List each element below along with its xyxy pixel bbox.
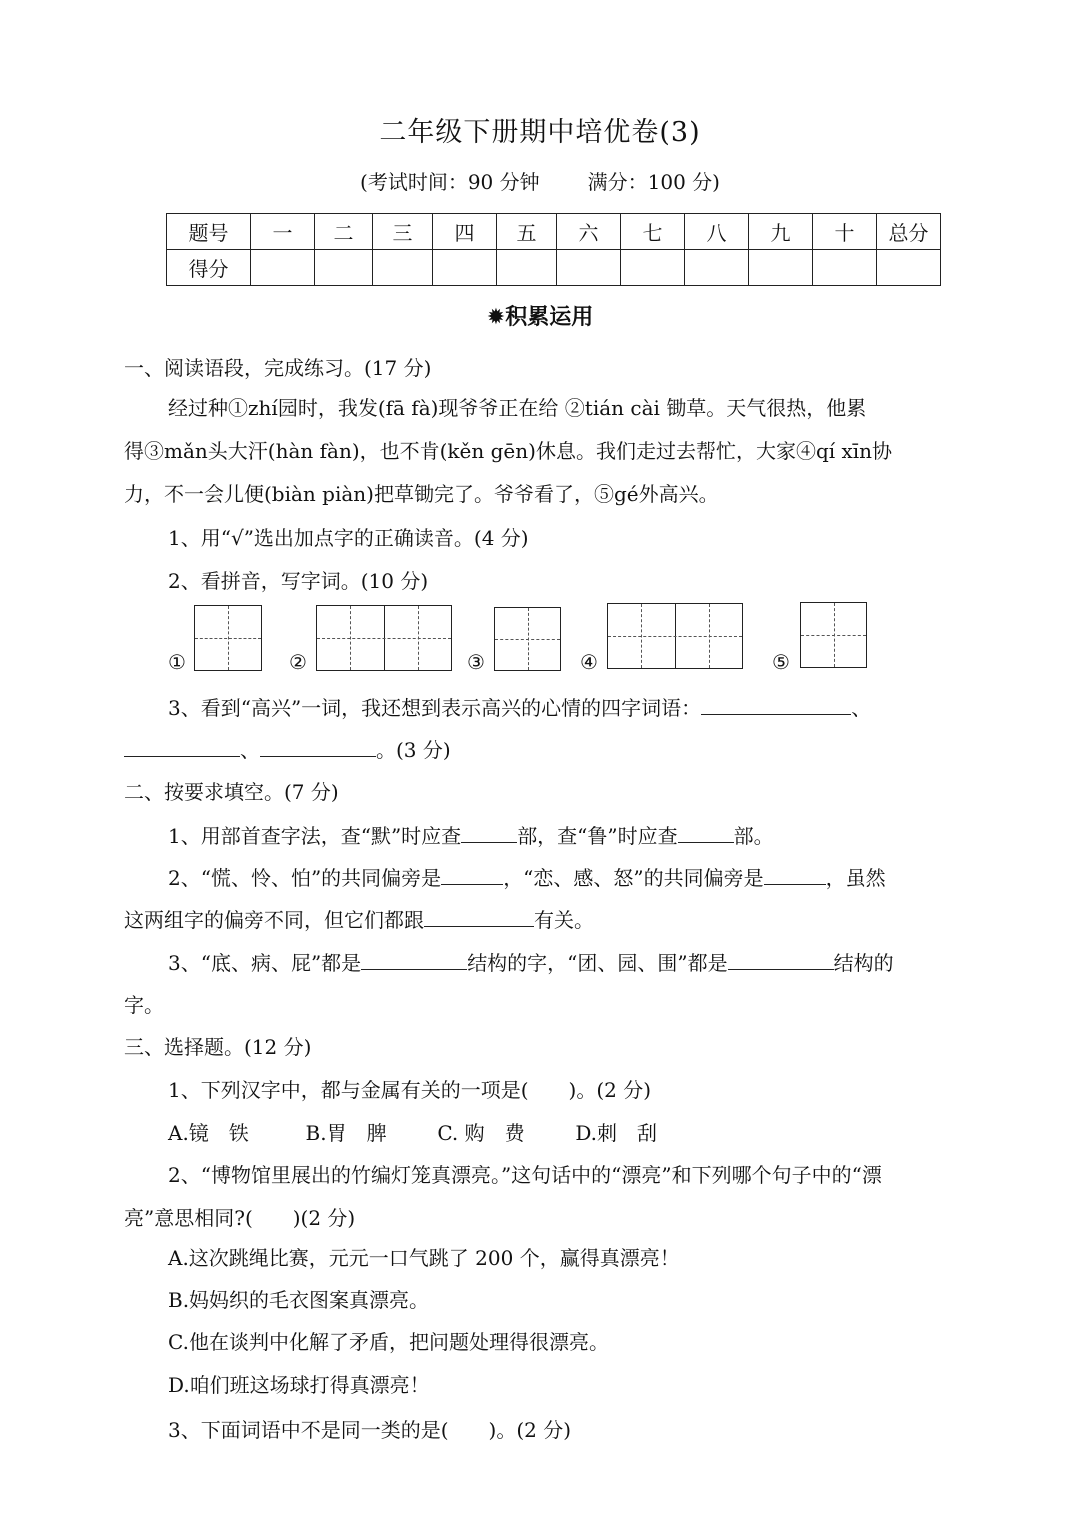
answer-blank[interactable]: [441, 864, 503, 885]
q1-heading: 一、阅读语段，完成练习。(17 分): [124, 356, 432, 380]
option-c[interactable]: C.他在谈判中化解了矛盾，把问题处理得很漂亮。: [168, 1330, 609, 1354]
score-cell[interactable]: [685, 250, 749, 286]
option-b[interactable]: B.妈妈织的毛衣图案真漂亮。: [168, 1288, 430, 1312]
option-a[interactable]: A.这次跳绳比赛，元元一口气跳了 200 个，赢得真漂亮！: [168, 1246, 680, 1270]
table-cell: 十: [813, 214, 877, 250]
q1-sub3-continued: [124, 734, 451, 763]
text: 3、“底、病、屁”都是: [168, 951, 362, 975]
table-cell: 题号: [167, 214, 251, 250]
q2-sub3: [168, 947, 894, 976]
q2-heading: 二、按要求填空。(7 分): [124, 780, 339, 804]
score-cell[interactable]: [749, 250, 813, 286]
q3-sub2-line-1: 2、“博物馆里展出的竹编灯笼真漂亮。”这句话中的“漂亮”和下列哪个句子中的“漂: [168, 1163, 882, 1187]
option-b[interactable]: B.胃 脾: [305, 1121, 387, 1145]
page-title: 二年级下册期中培优卷(3): [379, 117, 701, 148]
answer-blank[interactable]: [678, 822, 734, 843]
option-c[interactable]: C. 购 费: [437, 1121, 525, 1145]
text: ，虽然: [825, 866, 886, 890]
option-d[interactable]: D.咱们班这场球打得真漂亮！: [168, 1373, 430, 1397]
score-table: [166, 213, 941, 286]
table-cell: 九: [749, 214, 813, 250]
q3-sub2-line-2: 亮”意思相同?( )(2 分): [124, 1206, 356, 1230]
table-cell: 三: [373, 214, 433, 250]
writing-grid-3[interactable]: [494, 607, 561, 671]
q2-sub2-continued: [124, 904, 594, 933]
writing-grid-2[interactable]: [316, 605, 452, 671]
text: 部，查“鲁”时应查: [517, 824, 678, 848]
writing-grid-4[interactable]: [607, 603, 743, 669]
score-cell[interactable]: [497, 250, 557, 286]
score-cell[interactable]: [877, 250, 941, 286]
answer-blank[interactable]: [461, 822, 517, 843]
score-cell[interactable]: [557, 250, 621, 286]
q3-heading: 三、选择题。(12 分): [124, 1035, 312, 1059]
points-label: 。(3 分): [376, 738, 451, 762]
text: 1、用部首查字法，查“默”时应查: [168, 824, 462, 848]
grid-label: ⑤: [772, 650, 790, 674]
table-cell: 六: [557, 214, 621, 250]
score-cell[interactable]: [315, 250, 373, 286]
q1-paragraph-line-2: 得③mǎn头大汗(hàn fàn)，也不肯(kěn gēn)休息。我们走过去帮忙，大家④qí xīn协: [124, 439, 893, 463]
score-cell[interactable]: [373, 250, 433, 286]
q3-sub1-options: [168, 1117, 657, 1146]
table-cell: 四: [433, 214, 497, 250]
exam-full-score: 满分：100 分): [587, 170, 720, 194]
answer-blank[interactable]: [424, 906, 534, 927]
grid-label: ①: [168, 650, 186, 674]
text: ，“恋、感、怒”的共同偏旁是: [503, 866, 764, 890]
score-cell[interactable]: [813, 250, 877, 286]
answer-blank[interactable]: [124, 736, 240, 757]
answer-blank[interactable]: [361, 949, 467, 970]
table-cell: 总分: [877, 214, 941, 250]
q3-sub1: 1、下列汉字中，都与金属有关的一项是( )。(2 分): [168, 1078, 652, 1102]
separator: 、: [851, 696, 872, 720]
grid-label: ④: [580, 650, 598, 674]
text: 结构的字，“团、园、围”都是: [467, 951, 728, 975]
section-heading: ✹积累运用: [486, 305, 594, 330]
table-cell: 五: [497, 214, 557, 250]
q3-sub3: 3、下面词语中不是同一类的是( )。(2 分): [168, 1418, 572, 1442]
answer-blank[interactable]: [701, 694, 851, 715]
q1-sub2: 2、看拼音，写字词。(10 分): [168, 569, 429, 593]
option-d[interactable]: D.刺 刮: [575, 1121, 658, 1145]
table-cell: 八: [685, 214, 749, 250]
text: 2、“慌、怜、怕”的共同偏旁是: [168, 866, 442, 890]
text: 这两组字的偏旁不同，但它们都跟: [124, 908, 424, 932]
q1-sub1: 1、用“√”选出加点字的正确读音。(4 分): [168, 526, 529, 550]
writing-grid-5[interactable]: [800, 602, 867, 668]
writing-grid-1[interactable]: [194, 605, 262, 671]
score-table-score-row: [167, 250, 941, 286]
answer-blank[interactable]: [260, 736, 376, 757]
answer-blank[interactable]: [764, 864, 826, 885]
q1-paragraph-line-1: 经过种①zhí园时，我发(fā fà)现爷爷正在给 ②tián cài 锄草。天气很热，他累: [168, 396, 867, 420]
q1-paragraph-line-3: 力，不一会儿便(biàn piàn)把草锄完了。爷爷看了，⑤gé外高兴。: [124, 482, 719, 506]
q1-sub3: [168, 692, 871, 721]
table-cell: 一: [251, 214, 315, 250]
text: 有关。: [534, 908, 594, 932]
q2-sub2: [168, 862, 886, 891]
table-cell: 七: [621, 214, 685, 250]
q1-sub3-text: 3、看到“高兴”一词，我还想到表示高兴的心情的四字词语：: [168, 696, 702, 720]
q2-sub3-continued: 字。: [124, 993, 164, 1017]
grid-label: ②: [289, 650, 307, 674]
score-cell[interactable]: [433, 250, 497, 286]
text: 部。: [733, 824, 774, 848]
answer-blank[interactable]: [728, 949, 834, 970]
score-cell[interactable]: [621, 250, 685, 286]
option-a[interactable]: A.镜 铁: [168, 1121, 249, 1145]
text: 结构的: [833, 951, 894, 975]
table-cell: 二: [315, 214, 373, 250]
score-cell[interactable]: [251, 250, 315, 286]
score-table-header-row: [167, 214, 941, 250]
separator: 、: [240, 738, 260, 762]
exam-info: [0, 166, 1080, 195]
q2-sub1: [168, 820, 774, 849]
exam-time: (考试时间：90 分钟: [360, 170, 540, 194]
grid-label: ③: [467, 650, 485, 674]
table-cell: 得分: [167, 250, 251, 286]
